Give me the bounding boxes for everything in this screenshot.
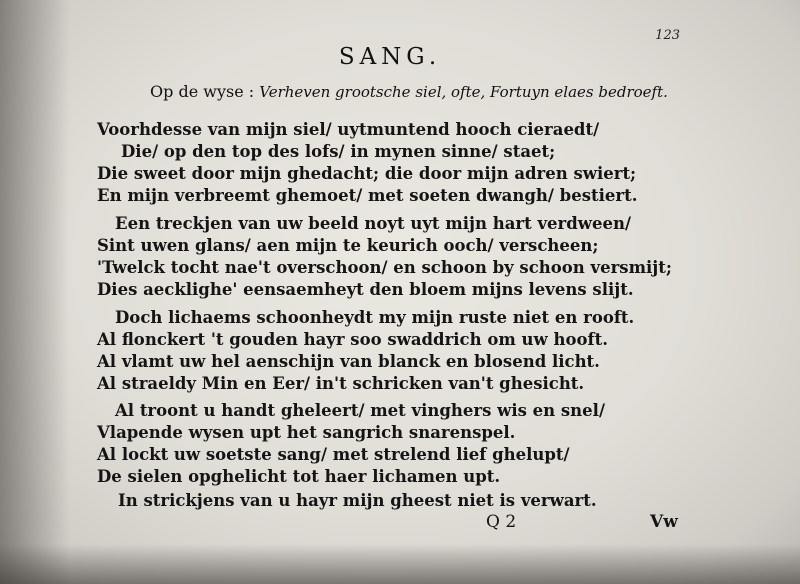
verse-line: Die/ op den top des lofs/ in mynen sinne/ staet; xyxy=(121,142,556,161)
song-title-text: SANG. xyxy=(338,44,442,70)
page-bottom-shadow xyxy=(0,544,800,584)
verse-line: Vlapende wysen upt het sangrich snarenspel. xyxy=(97,423,516,442)
verse-line: Die sweet door mijn ghedacht; die door mijn adren swiert; xyxy=(97,164,637,183)
verse-line: Al troont u handt gheleert/ met vinghers wis en snel/ xyxy=(115,401,605,420)
catchword: Vw xyxy=(650,512,678,532)
tune-name: Verheven grootsche siel, ofte, Fortuyn elaes bedroeft. xyxy=(259,83,668,101)
verse-line: Een treckjen van uw beeld noyt uyt mijn hart verdween/ xyxy=(115,214,631,233)
closing-verse-line: In strickjens van u hayr mijn gheest niet is verwart. xyxy=(118,491,597,510)
stanza-2 xyxy=(97,213,672,301)
verse-line: Al flonckert 't gouden hayr soo swaddrich om uw hooft. xyxy=(97,330,608,349)
tune-subtitle xyxy=(150,82,668,101)
verse-line: Doch lichaems schoonheydt my mijn ruste niet en rooft. xyxy=(115,308,635,327)
stanza-1 xyxy=(97,119,637,207)
verse-line: Al straeldy Min en Eer/ in't schricken van't ghesicht. xyxy=(97,374,585,393)
song-title xyxy=(0,44,800,70)
verse-line: 'Twelck tocht nae't overschoon/ en schoon by schoon versmijt; xyxy=(97,258,672,277)
verse-line: Dies aecklighe' eensaemheyt den bloem mijns levens slijt. xyxy=(97,280,634,299)
verse-line: Al lockt uw soetste sang/ met strelend lief ghelupt/ xyxy=(97,445,570,464)
page-gutter-shadow xyxy=(0,0,70,584)
verse-line: En mijn verbreemt ghemoet/ met soeten dwangh/ bestiert. xyxy=(97,186,638,205)
verse-line: De sielen opghelicht tot haer lichamen upt. xyxy=(97,467,501,486)
verse-line: Sint uwen glans/ aen mijn te keurich ooch/ verscheen; xyxy=(97,236,599,255)
tune-prefix: Op de wyse : xyxy=(150,82,255,101)
signature-mark: Q 2 xyxy=(486,512,517,532)
page-number: 123 xyxy=(655,28,680,43)
verse-line: Voorhdesse van mijn siel/ uytmuntend hooch cieraedt/ xyxy=(97,120,600,139)
verse-line: Al vlamt uw hel aenschijn van blanck en blosend licht. xyxy=(97,352,600,371)
stanza-4 xyxy=(97,400,605,488)
stanza-3 xyxy=(97,307,634,395)
